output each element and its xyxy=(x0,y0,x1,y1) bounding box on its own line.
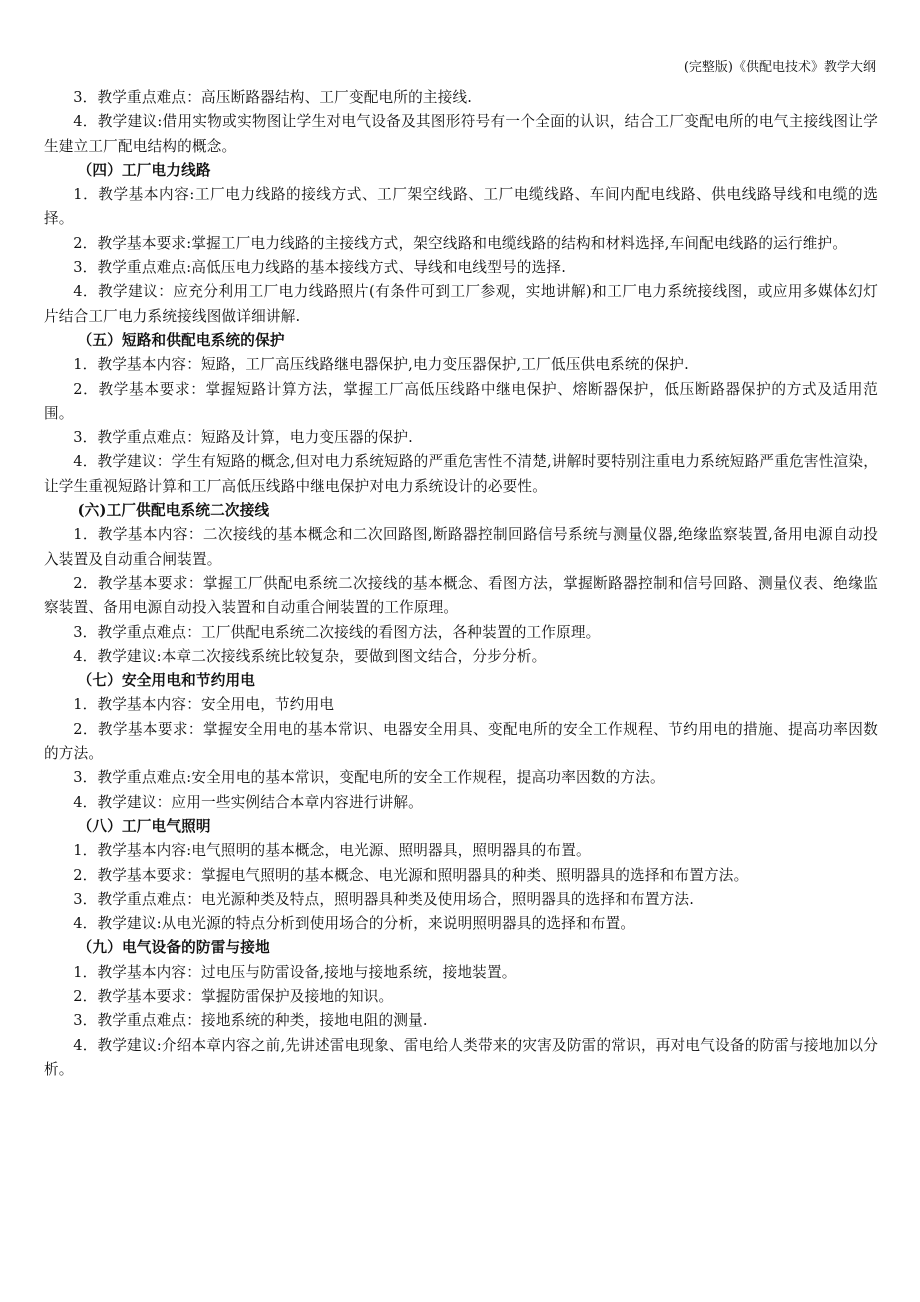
section-7-item-3: 3．教学重点难点:安全用电的基本常识，变配电所的安全工作规程，提高功率因数的方法。 xyxy=(73,769,665,787)
section-5-item-1: 1．教学基本内容：短路，工厂高压线路继电器保护,电力变压器保护,工厂低压供电系统的保护. xyxy=(73,356,689,374)
running-header: (完整版)《供配电技术》教学大纲 xyxy=(683,60,876,75)
section-6-item-1: 1．教学基本内容：二次接线的基本概念和二次回路图,断路器控制回路信号系统与测量仪器,绝缘监察装置,备用电源自动投入装置及自动重合闸装置。 xyxy=(44,526,878,568)
section-5-item-4: 4．教学建议：学生有短路的概念,但对电力系统短路的严重危害性不清楚,讲解时要特别注重电力系统短路严重危害性渲染，让学生重视短路计算和工厂高低压线路中继电保护对电力系统设计的必要性。 xyxy=(44,453,878,495)
intro-item-3: 3．教学重点难点：高压断路器结构、工厂变配电所的主接线. xyxy=(73,89,473,106)
section-4-item-1: 1．教学基本内容:工厂电力线路的接线方式、工厂架空线路、工厂电缆线路、车间内配电线路、供电线路导线和电缆的选择。 xyxy=(44,186,878,228)
intro-item-4: 4．教学建议:借用实物或实物图让学生对电气设备及其图形符号有一个全面的认识，结合工厂变配电所的电气主接线图让学生建立工厂配电结构的概念。 xyxy=(44,113,878,155)
section-title-7: （七）安全用电和节约用电 xyxy=(77,672,256,690)
section-7-item-4: 4．教学建议：应用一些实例结合本章内容进行讲解。 xyxy=(73,793,423,811)
document-body xyxy=(44,86,878,1082)
section-9-item-2: 2．教学基本要求：掌握防雷保护及接地的知识。 xyxy=(73,987,394,1005)
section-title-5: （五）短路和供配电系统的保护 xyxy=(77,331,285,349)
section-4-item-3: 3．教学重点难点:高低压电力线路的基本接线方式、导线和电线型号的选择. xyxy=(73,259,567,277)
section-6-item-4: 4．教学建议:本章二次接线系统比较复杂，要做到图文结合，分步分析。 xyxy=(73,647,547,665)
section-4-item-4: 4．教学建议：应充分利用工厂电力线路照片(有条件可到工厂参观，实地讲解)和工厂电力系统接线图，或应用多媒体幻灯片结合工厂电力系统接线图做详细讲解. xyxy=(44,283,878,325)
section-9-item-1: 1．教学基本内容：过电压与防雷设备,接地与接地系统，接地装置。 xyxy=(73,963,517,981)
section-7-item-1: 1．教学基本内容：安全用电，节约用电 xyxy=(73,696,335,714)
section-8-item-2: 2．教学基本要求：掌握电气照明的基本概念、电光源和照明器具的种类、照明器具的选择和布置方法。 xyxy=(73,866,749,884)
section-title-6: (六)工厂供配电系统二次接线 xyxy=(77,502,270,520)
section-8-item-4: 4．教学建议:从电光源的特点分析到使用场合的分析，来说明照明器具的选择和布置。 xyxy=(73,915,636,933)
section-title-9: （九）电气设备的防雷与接地 xyxy=(77,939,270,957)
section-6-item-2: 2．教学基本要求：掌握工厂供配电系统二次接线的基本概念、看图方法，掌握断路器控制和信号回路、测量仪表、绝缘监察装置、备用电源自动投入装置和自动重合闸装置的工作原理。 xyxy=(44,574,878,617)
section-7-item-2: 2．教学基本要求：掌握安全用电的基本常识、电器安全用具、变配电所的安全工作规程、节约用电的措施、提高功率因数的方法。 xyxy=(44,720,878,763)
section-5-item-3: 3．教学重点难点：短路及计算，电力变压器的保护. xyxy=(73,429,413,447)
section-8-item-1: 1．教学基本内容:电气照明的基本概念，电光源、照明器具，照明器具的布置。 xyxy=(73,842,591,860)
section-9-item-4: 4．教学建议:介绍本章内容之前,先讲述雷电现象、雷电给人类带来的灾害及防雷的常识，再对电气设备的防雷与接地加以分析。 xyxy=(44,1036,878,1078)
section-5-item-2: 2．教学基本要求：掌握短路计算方法，掌握工厂高低压线路中继电保护、熔断器保护，低压断路器保护的方式及适用范围。 xyxy=(44,380,878,422)
section-title-4: （四）工厂电力线路 xyxy=(77,161,211,179)
section-title-8: （八）工厂电气照明 xyxy=(77,817,211,835)
section-8-item-3: 3．教学重点难点：电光源种类及特点，照明器具种类及使用场合，照明器具的选择和布置方法. xyxy=(73,890,695,908)
section-4-item-2: 2．教学基本要求:掌握工厂电力线路的主接线方式，架空线路和电缆线路的结构和材料选择,车间配电线路的运行维护。 xyxy=(73,234,848,252)
section-6-item-3: 3．教学重点难点：工厂供配电系统二次接线的看图方法，各种装置的工作原理。 xyxy=(73,623,601,641)
section-9-item-3: 3．教学重点难点：接地系统的种类，接地电阻的测量. xyxy=(73,1012,428,1030)
